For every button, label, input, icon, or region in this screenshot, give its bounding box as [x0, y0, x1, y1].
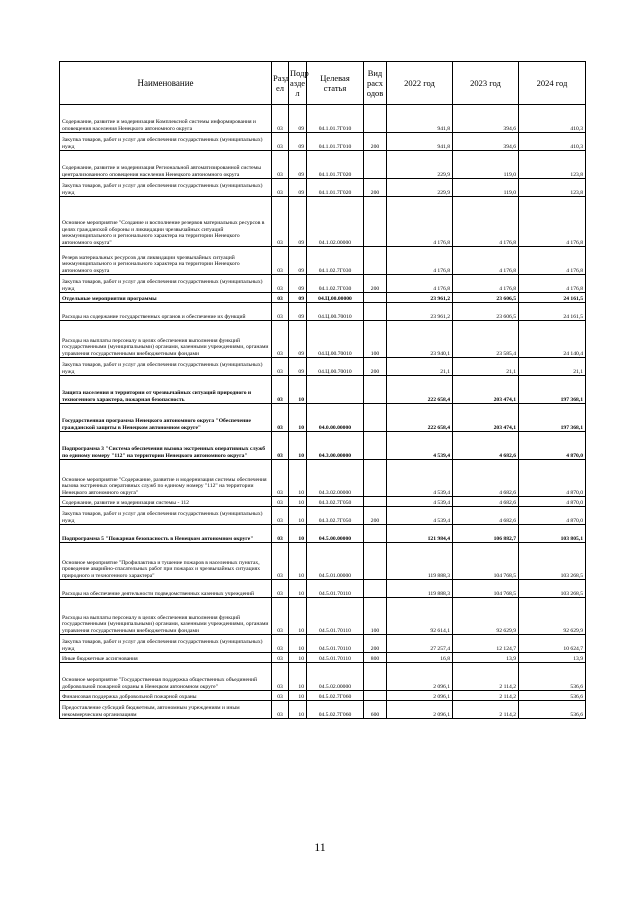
row-value-2023: 13,9 — [453, 653, 519, 663]
row-target-article: 04.1.01.7Г020 — [307, 151, 364, 179]
row-value-2024: 103 805,1 — [519, 525, 586, 543]
row-value-2024: 4 870,0 — [519, 507, 586, 525]
row-subsection: 10 — [289, 691, 307, 701]
row-subsection: 09 — [289, 293, 307, 303]
row-section: 03 — [272, 460, 289, 497]
row-value-2022: 229,9 — [387, 151, 453, 179]
row-target-article: 04.5.01.70110 — [307, 580, 364, 598]
row-name: Защита населения и территории от чрезвычайных ситуаций природного и техногенного характера, пожарная безопасность — [60, 376, 272, 404]
row-section: 03 — [272, 691, 289, 701]
row-value-2024: 10 624,7 — [519, 635, 586, 653]
row-value-2024: 24 140,4 — [519, 321, 586, 358]
row-value-2022: 92 614,1 — [387, 598, 453, 635]
row-value-2024: 4 870,0 — [519, 497, 586, 507]
row-subsection: 10 — [289, 543, 307, 580]
row-value-2024: 103 268,5 — [519, 580, 586, 598]
row-value-2024: 92 629,9 — [519, 598, 586, 635]
row-value-2022: 23 940,1 — [387, 321, 453, 358]
row-expense-type — [364, 543, 387, 580]
table-row — [60, 653, 586, 663]
row-section: 03 — [272, 358, 289, 376]
row-value-2024: 4 870,0 — [519, 432, 586, 460]
row-value-2023: 23 585,4 — [453, 321, 519, 358]
row-target-article: 04.0.00.00000 — [307, 404, 364, 432]
table-row — [60, 105, 586, 133]
row-section: 03 — [272, 701, 289, 719]
row-target-article: 04.5.01.70110 — [307, 635, 364, 653]
row-name: Закупка товаров, работ и услуг для обеспечения государственных (муниципальных) нужд — [60, 133, 272, 151]
header-year-2022: 2022 год — [387, 62, 453, 105]
table-row — [60, 598, 586, 635]
row-expense-type: 200 — [364, 635, 387, 653]
table-row — [60, 133, 586, 151]
row-expense-type — [364, 432, 387, 460]
row-target-article: 04.1.01.7Г010 — [307, 133, 364, 151]
row-subsection: 10 — [289, 598, 307, 635]
row-value-2023: 2 114,2 — [453, 691, 519, 701]
row-value-2023: 119,0 — [453, 179, 519, 197]
row-value-2022: 229,9 — [387, 179, 453, 197]
row-value-2022: 2 096,1 — [387, 691, 453, 701]
row-section: 03 — [272, 293, 289, 303]
row-subsection: 10 — [289, 580, 307, 598]
row-subsection: 09 — [289, 133, 307, 151]
header-expense-type: Вид расх одов — [364, 62, 387, 105]
header-subsection: Подр азде л — [289, 62, 307, 105]
row-target-article: 04.5.02.00000 — [307, 663, 364, 691]
row-name: Закупка товаров, работ и услуг для обеспечения государственных (муниципальных) нужд — [60, 507, 272, 525]
row-name: Основное мероприятие "Создание и восполнение резервов материальных ресурсов в целях гражданской обороны и ликвидации чрезвычайных ситуаций межмуниципального и регионального характера на территории Ненецкого автономного округа" — [60, 197, 272, 247]
row-expense-type: 600 — [364, 701, 387, 719]
table-row — [60, 663, 586, 691]
row-section: 03 — [272, 432, 289, 460]
table-row — [60, 507, 586, 525]
row-value-2022: 4 539,4 — [387, 460, 453, 497]
row-section: 03 — [272, 525, 289, 543]
header-target-article: Целевая статья — [307, 62, 364, 105]
row-name: Подпрограмма 5 "Пожарная безопасность в Ненецком автономном округе" — [60, 525, 272, 543]
header-section: Разд ел — [272, 62, 289, 105]
row-section: 03 — [272, 598, 289, 635]
row-value-2023: 92 629,9 — [453, 598, 519, 635]
row-name: Подпрограмма 3 "Система обеспечения вызова экстренных оперативных служб по единому номеру "112" на территории Ненецкого автономного округа" — [60, 432, 272, 460]
row-name: Содержание, развитие и модернизация Комплексной системы информирования и оповещения населения Ненецкого автономного округа — [60, 105, 272, 133]
page-number: 11 — [314, 840, 326, 854]
row-section: 03 — [272, 151, 289, 179]
row-subsection: 09 — [289, 197, 307, 247]
row-value-2024: 4 176,8 — [519, 275, 586, 293]
row-expense-type: 200 — [364, 507, 387, 525]
row-subsection: 10 — [289, 507, 307, 525]
row-expense-type — [364, 497, 387, 507]
row-section: 03 — [272, 275, 289, 293]
row-expense-type — [364, 525, 387, 543]
row-value-2023: 203 474,1 — [453, 376, 519, 404]
row-value-2024: 123,8 — [519, 151, 586, 179]
row-value-2022: 27 257,4 — [387, 635, 453, 653]
row-name: Закупка товаров, работ и услуг для обеспечения государственных (муниципальных) нужд — [60, 179, 272, 197]
row-section: 03 — [272, 179, 289, 197]
row-expense-type — [364, 303, 387, 321]
row-value-2022: 941,8 — [387, 133, 453, 151]
row-subsection: 09 — [289, 303, 307, 321]
row-value-2022: 2 096,1 — [387, 701, 453, 719]
row-expense-type: 200 — [364, 179, 387, 197]
row-value-2023: 119,0 — [453, 151, 519, 179]
table-row — [60, 358, 586, 376]
row-name: Иные бюджетные ассигнования — [60, 653, 272, 663]
row-value-2024: 4 870,0 — [519, 460, 586, 497]
row-value-2024: 4 176,8 — [519, 247, 586, 275]
header-year-2023: 2023 год — [453, 62, 519, 105]
row-value-2022: 119 888,3 — [387, 543, 453, 580]
row-subsection: 09 — [289, 247, 307, 275]
row-value-2023: 23 606,5 — [453, 303, 519, 321]
row-subsection: 10 — [289, 404, 307, 432]
table-body — [60, 105, 586, 719]
row-target-article: 04.1.02.00000 — [307, 197, 364, 247]
row-section: 03 — [272, 635, 289, 653]
row-value-2022: 2 096,1 — [387, 663, 453, 691]
row-target-article: 04.5.01.70110 — [307, 598, 364, 635]
row-value-2023: 4 176,8 — [453, 247, 519, 275]
row-name: Отдельные мероприятия программы — [60, 293, 272, 303]
row-value-2024: 123,8 — [519, 179, 586, 197]
row-value-2024: 103 268,5 — [519, 543, 586, 580]
row-value-2022: 4 176,8 — [387, 247, 453, 275]
row-value-2023: 4 682,6 — [453, 497, 519, 507]
row-target-article: 04.5.02.7Г060 — [307, 701, 364, 719]
row-expense-type — [364, 151, 387, 179]
row-value-2024: 13,9 — [519, 653, 586, 663]
row-expense-type: 800 — [364, 653, 387, 663]
row-subsection: 10 — [289, 460, 307, 497]
table-row — [60, 404, 586, 432]
row-target-article: 04.3.00.00000 — [307, 432, 364, 460]
table-row — [60, 691, 586, 701]
row-name: Расходы на обеспечение деятельности подведомственных казенных учреждений — [60, 580, 272, 598]
row-expense-type: 100 — [364, 321, 387, 358]
row-name: Расходы на выплаты персоналу в целях обеспечения выполнения функций государственными (муниципальными) органами, казенными учреждениями, органами управления государственными внебюджетными фондами — [60, 598, 272, 635]
row-value-2023: 4 176,8 — [453, 197, 519, 247]
row-section: 03 — [272, 303, 289, 321]
table-row — [60, 376, 586, 404]
row-section: 03 — [272, 197, 289, 247]
row-value-2023: 23 606,5 — [453, 293, 519, 303]
row-subsection: 09 — [289, 105, 307, 133]
row-target-article: 04.1.02.7Г030 — [307, 275, 364, 293]
row-value-2022: 4 176,8 — [387, 197, 453, 247]
table-row — [60, 197, 586, 247]
row-name: Основное мероприятие "Государственная поддержка общественных объединений добровольной пожарной охраны в Ненецком автономном округе" — [60, 663, 272, 691]
row-section: 03 — [272, 663, 289, 691]
row-subsection: 09 — [289, 321, 307, 358]
row-target-article — [307, 376, 364, 404]
row-subsection: 10 — [289, 663, 307, 691]
row-section: 03 — [272, 321, 289, 358]
row-target-article: 04.Ц.00.70010 — [307, 303, 364, 321]
row-value-2023: 4 682,6 — [453, 460, 519, 497]
row-name: Содержание, развитие и модернизация системы - 112 — [60, 497, 272, 507]
row-name: Расходы на выплаты персоналу в целях обеспечения выполнения функций государственными (муниципальными) органами, казенными учреждениями, органами управления государственными внебюджетными фондами — [60, 321, 272, 358]
row-name: Расходы на содержание государственных органов и обеспечение их функций — [60, 303, 272, 321]
row-value-2024: 410,3 — [519, 133, 586, 151]
row-value-2024: 536,6 — [519, 663, 586, 691]
row-subsection: 09 — [289, 358, 307, 376]
row-section: 03 — [272, 507, 289, 525]
row-section: 03 — [272, 404, 289, 432]
row-name: Закупка товаров, работ и услуг для обеспечения государственных (муниципальных) нужд — [60, 358, 272, 376]
row-value-2024: 24 161,5 — [519, 293, 586, 303]
row-target-article: 04.Ц.00.70010 — [307, 358, 364, 376]
row-value-2022: 4 539,4 — [387, 507, 453, 525]
row-value-2024: 536,6 — [519, 701, 586, 719]
row-name: Резерв материальных ресурсов для ликвидации чрезвычайных ситуаций межмуниципального и регионального характера на территории Ненецкого автономного округа — [60, 247, 272, 275]
row-target-article: 04.1.02.7Г030 — [307, 247, 364, 275]
table-row — [60, 293, 586, 303]
row-value-2022: 4 539,4 — [387, 497, 453, 507]
row-section: 03 — [272, 133, 289, 151]
row-value-2022: 4 176,8 — [387, 275, 453, 293]
table-row — [60, 460, 586, 497]
table-row — [60, 497, 586, 507]
row-expense-type: 200 — [364, 275, 387, 293]
row-value-2023: 106 882,7 — [453, 525, 519, 543]
row-expense-type — [364, 247, 387, 275]
row-expense-type: 200 — [364, 133, 387, 151]
row-section: 03 — [272, 543, 289, 580]
row-expense-type: 200 — [364, 358, 387, 376]
row-value-2022: 222 658,4 — [387, 404, 453, 432]
row-subsection: 09 — [289, 151, 307, 179]
row-value-2024: 197 368,1 — [519, 376, 586, 404]
row-subsection: 10 — [289, 653, 307, 663]
row-subsection: 10 — [289, 525, 307, 543]
row-value-2022: 121 984,4 — [387, 525, 453, 543]
row-subsection: 10 — [289, 432, 307, 460]
row-name: Содержание, развитие и модернизация Региональной автоматизированной системы централизованного оповещения населения Ненецкого автономного округа — [60, 151, 272, 179]
row-value-2022: 16,8 — [387, 653, 453, 663]
row-value-2024: 410,3 — [519, 105, 586, 133]
row-section: 03 — [272, 497, 289, 507]
row-value-2023: 2 114,2 — [453, 701, 519, 719]
table-row — [60, 701, 586, 719]
row-section: 03 — [272, 653, 289, 663]
row-value-2023: 4 176,8 — [453, 275, 519, 293]
row-target-article: 04.Ц.00.70010 — [307, 321, 364, 358]
table-row — [60, 247, 586, 275]
table-row — [60, 525, 586, 543]
row-target-article: 04.5.02.7Г060 — [307, 691, 364, 701]
row-value-2022: 4 539,4 — [387, 432, 453, 460]
row-expense-type — [364, 691, 387, 701]
row-subsection: 10 — [289, 701, 307, 719]
row-value-2022: 21,1 — [387, 358, 453, 376]
row-expense-type — [364, 404, 387, 432]
row-section: 03 — [272, 580, 289, 598]
row-section: 03 — [272, 376, 289, 404]
row-expense-type — [364, 580, 387, 598]
table-row — [60, 179, 586, 197]
row-target-article: 04.3.02.7Г050 — [307, 507, 364, 525]
row-value-2024: 536,6 — [519, 691, 586, 701]
table-row — [60, 275, 586, 293]
row-target-article: 04.1.01.7Г010 — [307, 105, 364, 133]
row-name: Предоставление субсидий бюджетным, автономным учреждениям и иным некоммерческим организациям — [60, 701, 272, 719]
row-value-2022: 941,8 — [387, 105, 453, 133]
row-target-article: 04.Ц.00.00000 — [307, 293, 364, 303]
table-row — [60, 543, 586, 580]
row-value-2022: 119 888,3 — [387, 580, 453, 598]
row-expense-type — [364, 663, 387, 691]
row-name: Государственная программа Ненецкого автономного округа "Обеспечение гражданской защиты в Ненецком автономном округе" — [60, 404, 272, 432]
row-value-2022: 222 658,4 — [387, 376, 453, 404]
table-header-row — [60, 62, 586, 105]
row-value-2023: 21,1 — [453, 358, 519, 376]
table-row — [60, 432, 586, 460]
row-expense-type — [364, 105, 387, 133]
row-target-article: 04.3.02.00000 — [307, 460, 364, 497]
row-value-2023: 2 114,2 — [453, 663, 519, 691]
row-expense-type — [364, 197, 387, 247]
row-value-2024: 21,1 — [519, 358, 586, 376]
row-section: 03 — [272, 247, 289, 275]
row-expense-type — [364, 460, 387, 497]
row-target-article: 04.3.02.7Г050 — [307, 497, 364, 507]
row-value-2023: 104 768,5 — [453, 580, 519, 598]
row-value-2023: 4 682,6 — [453, 507, 519, 525]
row-subsection: 09 — [289, 275, 307, 293]
row-subsection: 09 — [289, 179, 307, 197]
row-subsection: 10 — [289, 497, 307, 507]
table-row — [60, 303, 586, 321]
row-name: Основное мероприятие "Профилактика и тушение пожаров в населенных пунктах, проведение аварийно-спасательных работ при пожарах и чрезвычайных ситуациях природного и техногенного характера" — [60, 543, 272, 580]
row-value-2024: 197 368,1 — [519, 404, 586, 432]
row-value-2023: 203 474,1 — [453, 404, 519, 432]
row-expense-type — [364, 376, 387, 404]
row-target-article: 04.1.01.7Г020 — [307, 179, 364, 197]
table-row — [60, 635, 586, 653]
table-row — [60, 580, 586, 598]
row-value-2022: 23 961,2 — [387, 293, 453, 303]
budget-table — [59, 61, 586, 719]
row-name: Основное мероприятие "Содержание, развитие и модернизация системы обеспечения вызова экстренных оперативных служб по единому номеру "112" на территории Ненецкого автономного округа" — [60, 460, 272, 497]
row-value-2023: 4 682,6 — [453, 432, 519, 460]
row-subsection: 10 — [289, 376, 307, 404]
row-section: 03 — [272, 105, 289, 133]
row-target-article: 04.5.01.00000 — [307, 543, 364, 580]
row-value-2023: 104 768,5 — [453, 543, 519, 580]
header-name: Наименование — [60, 62, 272, 105]
row-name: Финансовая поддержка добровольной пожарной охраны — [60, 691, 272, 701]
row-value-2024: 24 161,5 — [519, 303, 586, 321]
row-expense-type — [364, 293, 387, 303]
row-target-article: 04.5.00.00000 — [307, 525, 364, 543]
row-name: Закупка товаров, работ и услуг для обеспечения государственных (муниципальных) нужд — [60, 275, 272, 293]
row-value-2023: 394,6 — [453, 105, 519, 133]
row-value-2023: 12 124,7 — [453, 635, 519, 653]
row-name: Закупка товаров, работ и услуг для обеспечения государственных (муниципальных) нужд — [60, 635, 272, 653]
row-value-2023: 394,6 — [453, 133, 519, 151]
row-value-2022: 23 961,2 — [387, 303, 453, 321]
table-row — [60, 321, 586, 358]
header-year-2024: 2024 год — [519, 62, 586, 105]
row-target-article: 04.5.01.70110 — [307, 653, 364, 663]
row-expense-type: 100 — [364, 598, 387, 635]
table-row — [60, 151, 586, 179]
row-value-2024: 4 176,8 — [519, 197, 586, 247]
row-subsection: 10 — [289, 635, 307, 653]
